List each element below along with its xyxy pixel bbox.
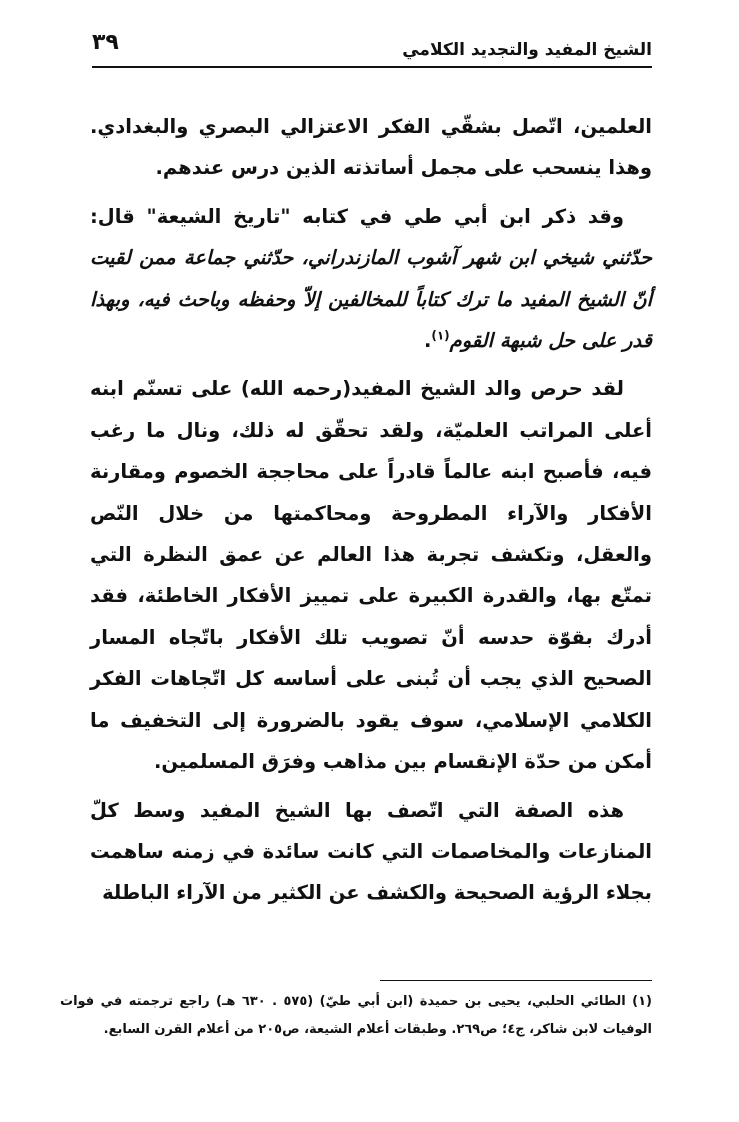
paragraph-3: لقد حرص والد الشيخ المفيد(رحمه الله) على تسنّم ابنه أعلى المراتب العلميّة، ولقد تحقّق له ذلك، ونال ما رغب فيه، فأصبح ابنه عالماً قادراً على محاججة الخصوم ومقارنة الأفكار والآراء المطروحة ومحاكمتها من خلال النّص والعقل، وتكشف تجربة هذا العالم عن عمق النظرة التي تمتّع بها، والقدرة الكبيرة على تمييز الأفكار الخاطئة، فقد أدرك بقوّة حدسه أنّ تصويب تلك الأفكار باتّجاه المسار الصحيح الذي يجب أن تُبنى على أساسه كل اتّجاهات الفكر الكلامي الإسلامي، سوف يقود بالضرورة إلى التخفيف ما أمكن من حدّة الإنقسام بين مذاهب وفرَق المسلمين.: [90, 377, 652, 774]
paragraph-2-end: .: [423, 329, 432, 353]
paragraph-2: [90, 196, 652, 362]
paragraph-4: هذه الصفة التي اتّصف بها الشيخ المفيد وسط كلّ المنازعات والمخاصمات التي كانت سائدة في زمنه ساهمت بجلاء الرؤية الصحيحة والكشف عن الكثير من الآراء الباطلة: [90, 798, 652, 905]
header-rule: [92, 66, 652, 68]
page-header: [92, 28, 652, 68]
paragraph-2-quote: حدّثني شيخي ابن شهر آشوب المازندراني، حدّثني جماعة ممن لقيت أنّ الشيخ المفيد ما ترك كتاباً للمخالفين إلاّ وحفظه وباحث فيه، وبهذا قدر على حل شبهة القوم: [90, 246, 652, 353]
footnote-rule: [380, 980, 652, 981]
page-number: ٣٩: [92, 30, 119, 55]
paragraph-1: العلمين، اتّصل بشقّي الفكر الاعتزالي البصري والبغدادي. وهذا ينسحب على مجمل أساتذته الذين درس عندهم.: [90, 115, 652, 180]
main-text: [90, 106, 652, 921]
footnote: (١) الطائي الحلبي، يحيى بن حميدة (ابن أبي طيّ) (٥٧٥ . ٦٣٠ هـ) راجع ترجمته في فوات الوفيات لابن شاكر، ج٤؛ ص٢٦٩. وطبقات أعلام الشيعة، ص٢٠٥ من أعلام القرن السابع.: [60, 994, 652, 1037]
footnote-marker: (١): [431, 328, 450, 343]
paragraph-2-intro: وقد ذكر ابن أبي طي في كتابه "تاريخ الشيعة" قال:: [90, 204, 624, 228]
running-title: الشيخ المفيد والتجديد الكلامي: [402, 40, 652, 60]
